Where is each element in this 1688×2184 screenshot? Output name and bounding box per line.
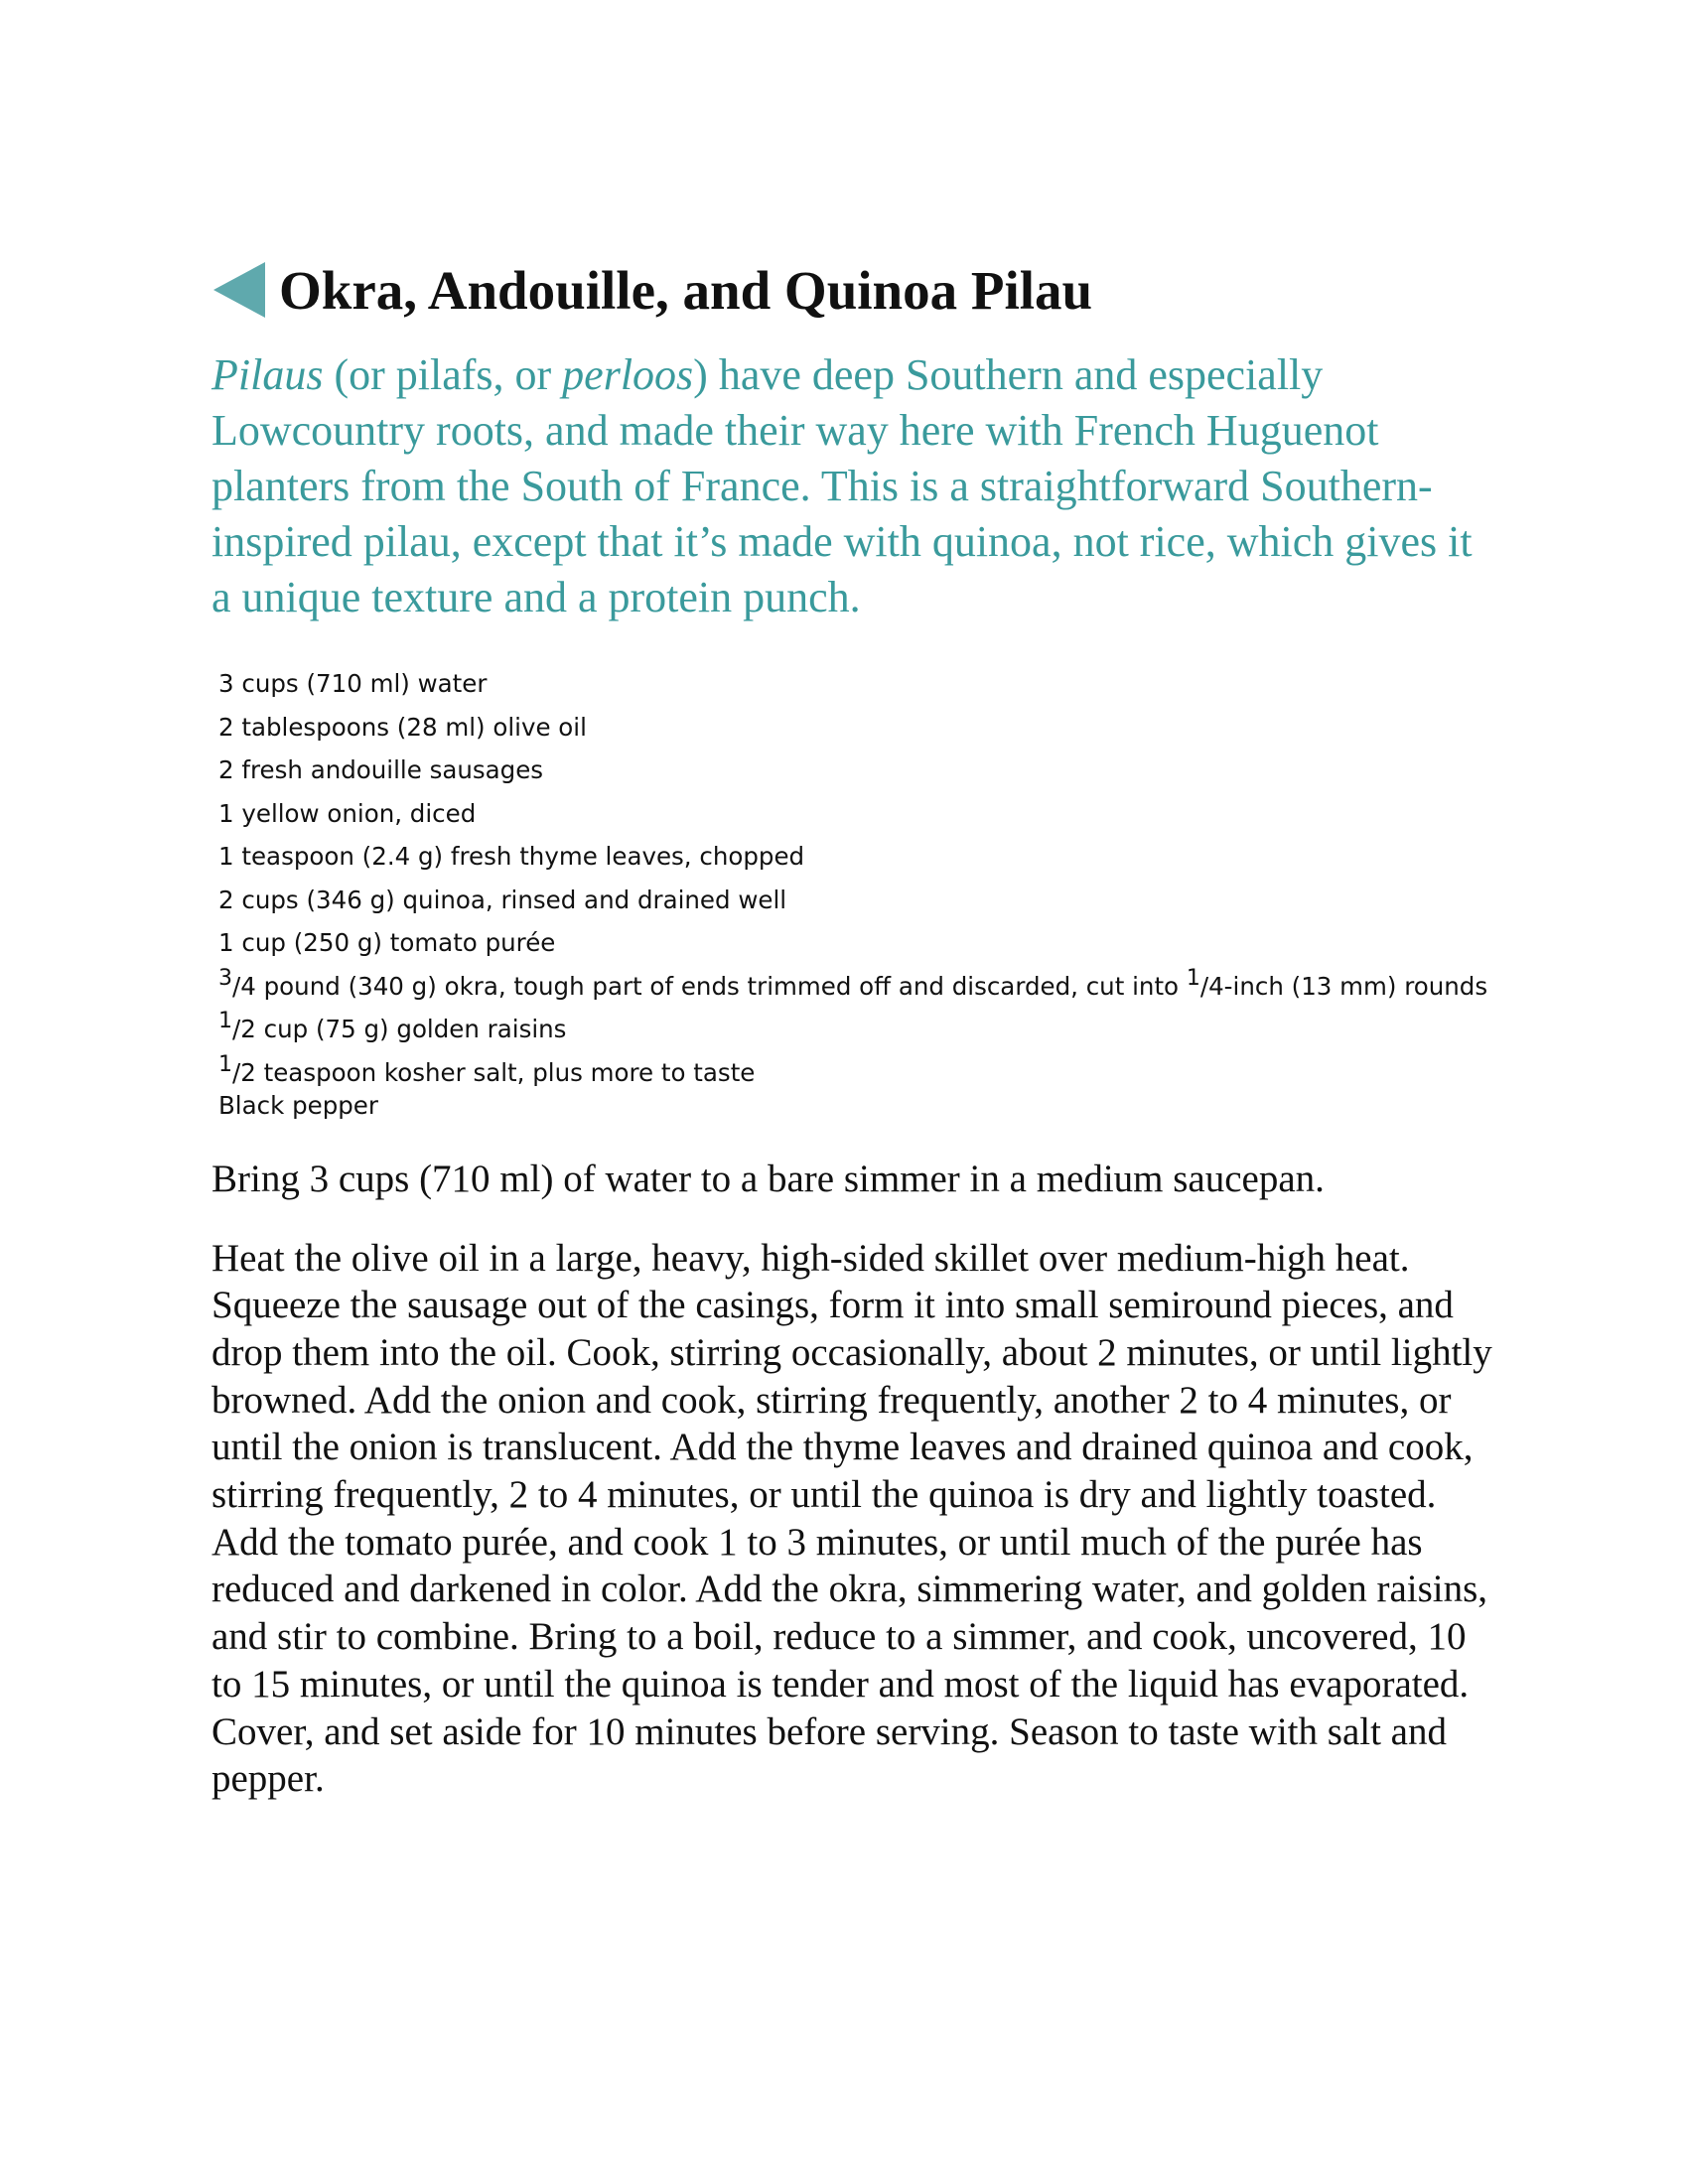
raisins-text: /2 cup (75 g) golden raisins xyxy=(232,1015,567,1043)
recipe-title: Okra, Andouille, and Quinoa Pilau xyxy=(279,259,1093,321)
ingredient-item: 3 cups (710 ml) water xyxy=(218,669,488,698)
ingredient-item-pepper: Black pepper xyxy=(218,1090,378,1120)
salt-text: /2 teaspoon kosher salt, plus more to taste xyxy=(232,1057,756,1087)
method-step-1: Bring 3 cups (710 ml) of water to a bare simmer in a medium saucepan. xyxy=(211,1157,1325,1200)
triangle-left-icon xyxy=(211,260,267,320)
fraction-numerator: 1 xyxy=(1186,965,1200,991)
intro-italic-perloos: perloos xyxy=(562,350,694,399)
title-row xyxy=(211,254,1492,326)
ingredient-item: 2 cups (346 g) quinoa, rinsed and drained well xyxy=(218,885,787,914)
ingredient-item: 1 yellow onion, diced xyxy=(218,798,477,828)
intro-italic-pilaus: Pilaus xyxy=(211,350,324,399)
ingredient-item: 1 cup (250 g) tomato purée xyxy=(218,928,556,957)
fraction-numerator: 1 xyxy=(218,1009,232,1033)
ingredient-list xyxy=(218,667,1492,1122)
ingredient-item: 2 tablespoons (28 ml) olive oil xyxy=(218,712,587,742)
fraction-numerator: 1 xyxy=(218,1051,232,1077)
ingredient-item-salt xyxy=(218,1051,1492,1089)
ingredient-item-okra xyxy=(218,965,1492,1003)
ingredient-item: 1 teaspoon (2.4 g) fresh thyme leaves, chopped xyxy=(218,842,805,871)
intro-text-1: (or pilafs, or xyxy=(323,350,563,399)
ingredient-item-raisins xyxy=(218,1009,1492,1045)
method-step-2: Heat the olive oil in a large, heavy, high-sided skillet over medium-high heat. Squeeze the sausage out of the casings, form it into small semiround pieces, and drop them into the oil. Cook, stirring occasionally, about 2 minutes, or until lightly browned. Add the onion and cook, stirring frequently, another 2 to 4 minutes, or until the onion is translucent. Add the thyme leaves and drained quinoa and cook, stirring frequently, 2 to 4 minutes, or until the quinoa is dry and lightly toasted. Add the tomato purée, and cook 1 to 3 minutes, or until much of the purée has reduced and darkened in color. Add the okra, simmering water, and golden raisins, and stir to combine. Bring to a boil, reduce to a simmer, and cook, uncovered, 10 to 15 minutes, or until the quinoa is tender and most of the liquid has evaporated. Cover, and set aside for 10 minutes before serving. Season to taste with salt and pepper. xyxy=(211,1236,1492,1801)
intro-text-2: ) have deep Southern and especially Lowcountry roots, and made their way here with French Huguenot planters from the South of France. This is a straightforward Southern-inspired pilau, except that it’s made with quinoa, not rice, which gives it a unique texture and a protein punch. xyxy=(211,350,1473,621)
okra-text-b: /4-inch (13 mm) rounds xyxy=(1199,971,1488,1001)
recipe-intro xyxy=(211,347,1492,625)
okra-text-a: /4 pound (340 g) okra, tough part of ends trimmed off and discarded, cut into xyxy=(232,971,1187,1001)
fraction-numerator: 3 xyxy=(218,965,232,991)
ingredient-item: 2 fresh andouille sausages xyxy=(218,755,544,784)
recipe-page xyxy=(211,254,1492,1803)
